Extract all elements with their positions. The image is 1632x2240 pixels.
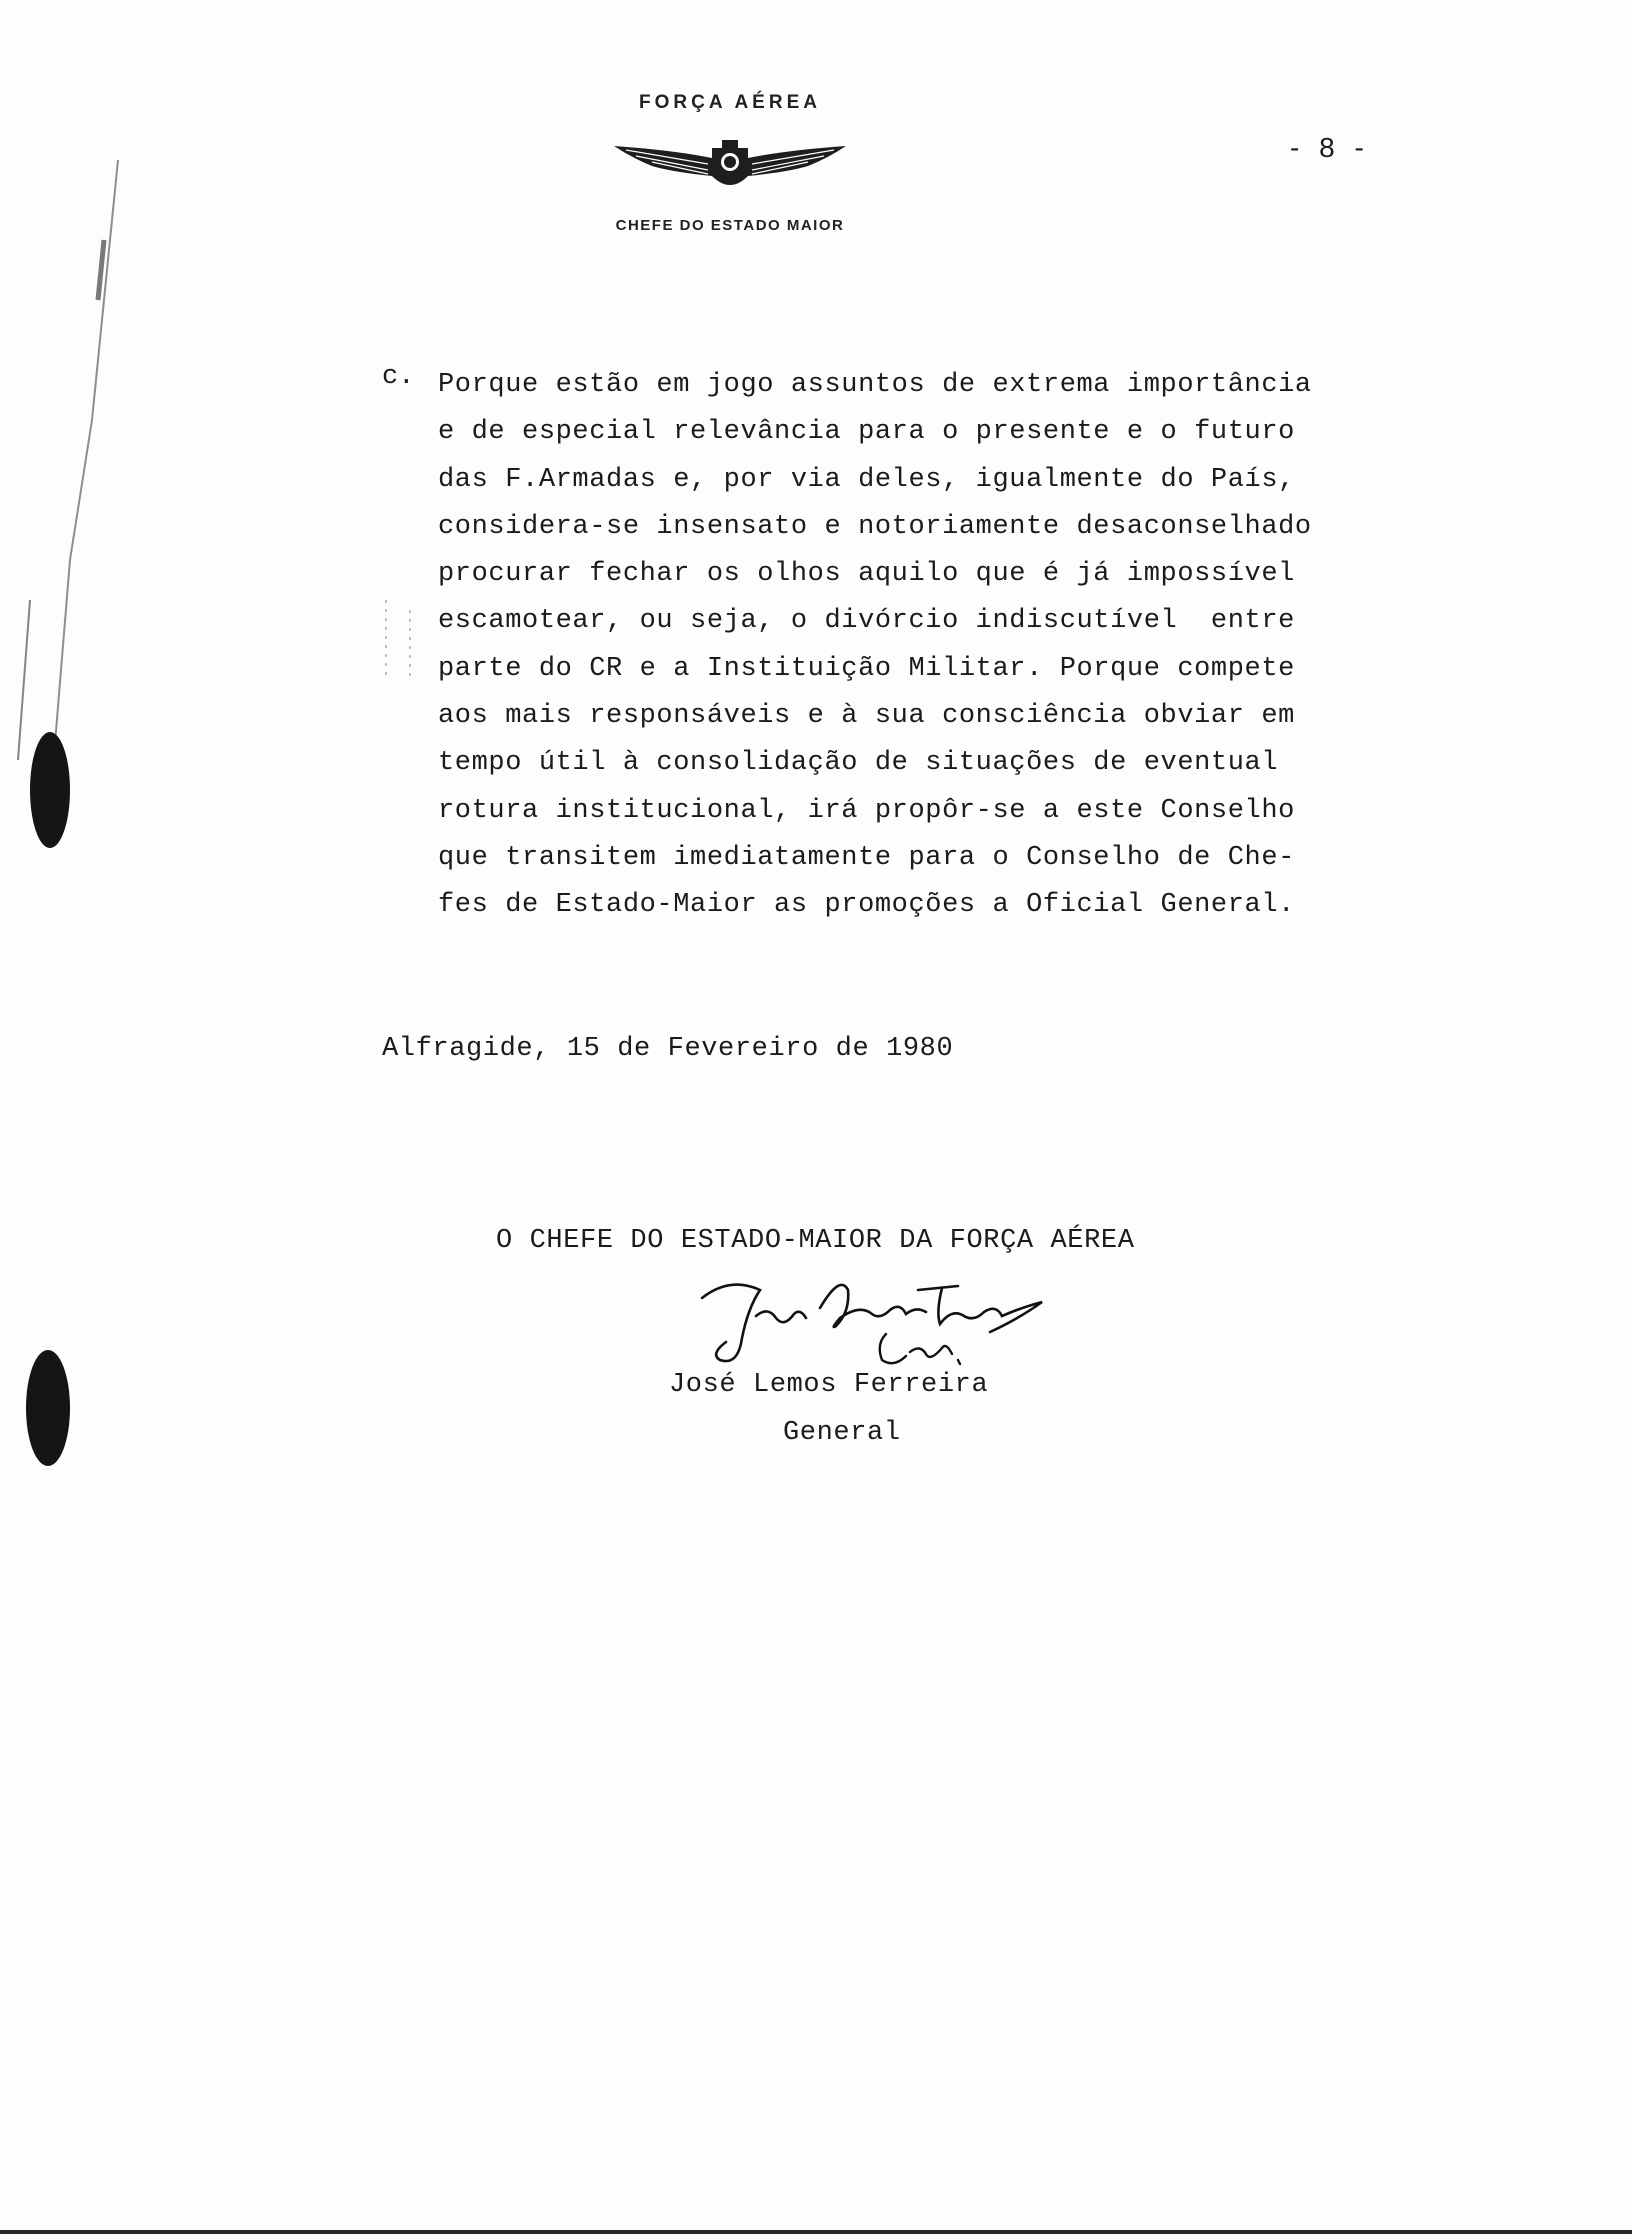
page-bottom-edge [0,2230,1632,2234]
paragraph-line: aos mais responsáveis e à sua consciência obviar em [438,701,1295,732]
paragraph-body [438,362,1312,930]
paragraph-line: procurar fechar os olhos aquilo que é já impossível [438,559,1295,590]
paragraph-line: Porque estão em jogo assuntos de extrema importância [438,370,1312,400]
paragraph-line: rotura institucional, irá propôr-se a este Conselho [438,795,1295,826]
handwritten-signature [690,1268,1080,1378]
paragraph-line: tempo útil à consolidação de situações de eventual [438,748,1279,779]
letterhead-subtitle: CHEFE DO ESTADO MAIOR [615,217,845,234]
signatory-rank: General [783,1418,901,1448]
page-number: - 8 - [1290,132,1370,163]
paragraph-line: fes de Estado-Maior as promoções a Oficial General. [438,890,1295,921]
paragraph-line: e de especial relevância para o presente e o futuro [438,417,1295,448]
air-force-wings-emblem-icon [612,136,848,196]
letterhead-title: FORÇA AÉREA [639,92,821,113]
paragraph-marker: c. [382,362,415,392]
paragraph-line: escamotear, ou seja, o divórcio indiscutível entre [438,606,1295,637]
paragraph-line: das F.Armadas e, por via deles, igualmente do País, [438,464,1295,495]
signatory-name: José Lemos Ferreira [669,1370,989,1400]
signature-title: O CHEFE DO ESTADO-MAIOR DA FORÇA AÉREA [496,1226,1135,1256]
paragraph-line: que transitem imediatamente para o Conselho de Che- [438,842,1295,873]
paragraph-line: considera-se insensato e notoriamente desaconselhado [438,511,1312,542]
paragraph-line: parte do CR e a Instituição Militar. Porque compete [438,653,1295,684]
date-line: Alfragide, 15 de Fevereiro de 1980 [382,1034,954,1064]
